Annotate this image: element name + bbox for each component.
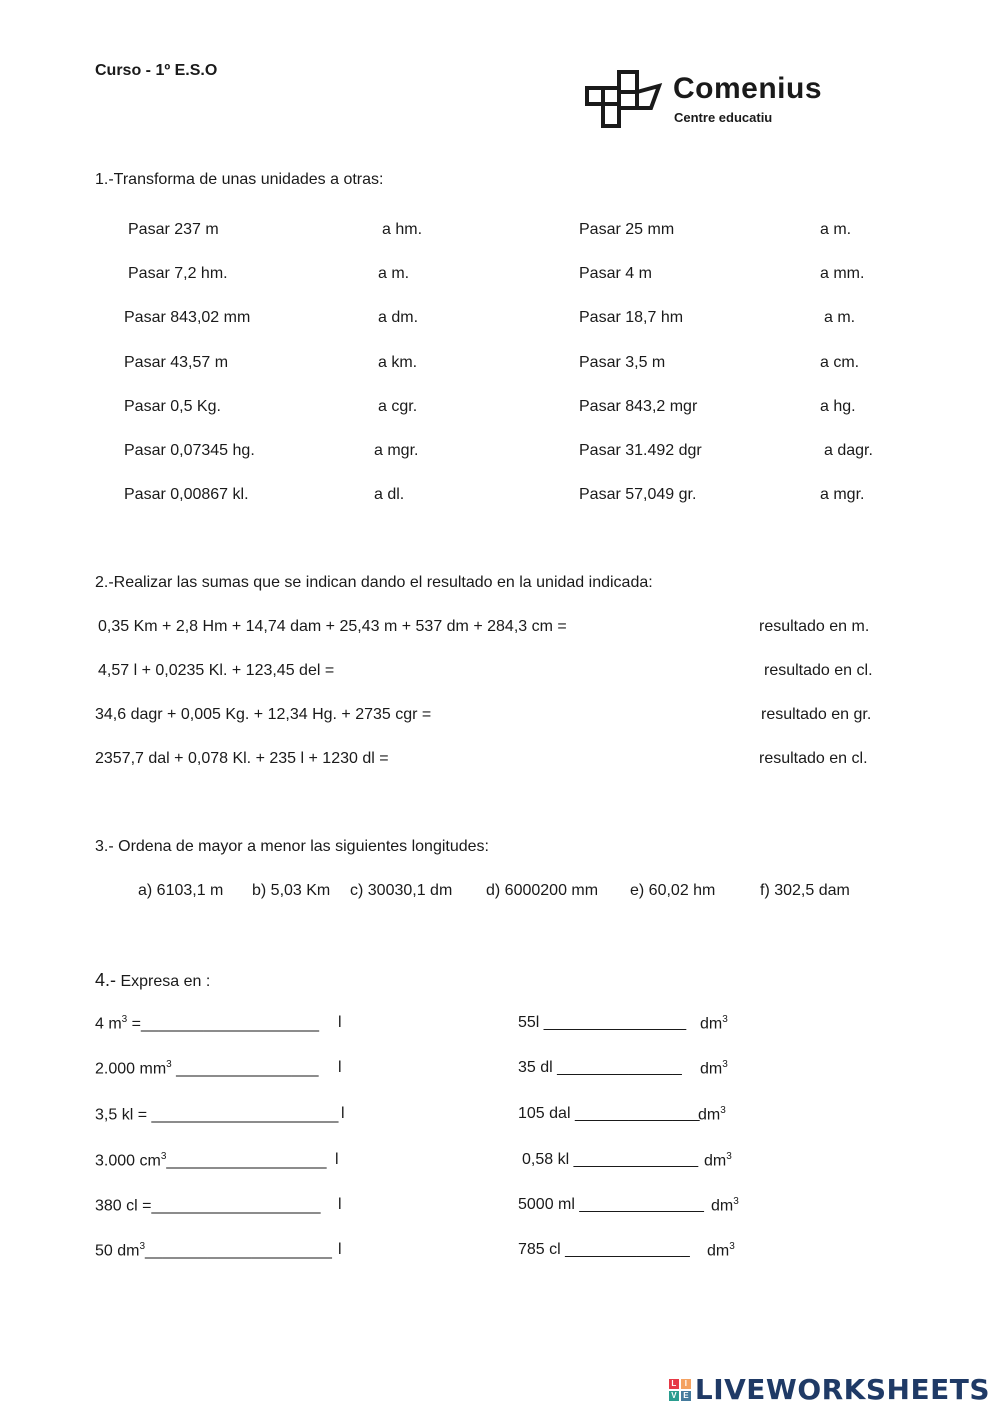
q2-expression: 2357,7 dal + 0,078 Kl. + 235 l + 1230 dl = (95, 750, 389, 767)
brand-text: LIVEWORKSHEETS (694, 1373, 990, 1406)
q3-item-f: f) 302,5 dam (760, 882, 850, 899)
q2-result-unit: resultado en m. (759, 618, 870, 635)
q1-left-to: a cgr. (378, 398, 418, 415)
q2-expression: 4,57 l + 0,0235 Kl. + 123,45 del = (98, 662, 335, 679)
q1-left-to: a m. (378, 265, 410, 282)
question-3-title: 3.- Ordena de mayor a menor las siguientes longitudes: (95, 838, 489, 855)
q1-right-from: Pasar 25 mm (579, 221, 675, 238)
q3-item-c: c) 30030,1 dm (350, 882, 453, 899)
q4-value: 380 cl = (95, 1197, 152, 1215)
liveworksheets-brand (669, 1373, 990, 1406)
q4-right-unit (711, 1196, 739, 1215)
question-2-title: 2.-Realizar las sumas que se indican dando el resultado en la unidad indicada: (95, 574, 653, 591)
q4-right-row (518, 1196, 704, 1214)
logo-subtitle: Centre educatiu (674, 110, 773, 125)
q3-item-e: e) 60,02 hm (630, 882, 716, 899)
q1-right-from: Pasar 18,7 hm (579, 309, 684, 326)
q1-left-from: Pasar 843,02 mm (124, 309, 251, 326)
q1-right-to: a cm. (820, 354, 860, 371)
q4-title-text: Expresa en : (116, 973, 211, 990)
q1-left-from: Pasar 43,57 m (124, 354, 229, 371)
q4-unit-dm: dm (698, 1106, 721, 1124)
q4-exponent: 3 (722, 1059, 728, 1070)
q2-expression: 0,35 Km + 2,8 Hm + 14,74 dam + 25,43 m + 537 dm + 284,3 cm = (98, 618, 567, 635)
q4-left-row (95, 1059, 319, 1078)
question-4-title (95, 970, 210, 991)
q4-right-row (518, 1241, 690, 1259)
q4-left-row (95, 1196, 321, 1215)
q4-unit-dm: dm (700, 1060, 723, 1078)
q4-exponent: 3 (720, 1105, 726, 1116)
q4-exponent: 3 (139, 1241, 146, 1252)
course-title: Curso - 1º E.S.O (95, 62, 218, 79)
q4-value: 3,5 kl = (95, 1106, 152, 1124)
q1-left-from: Pasar 0,5 Kg. (124, 398, 221, 415)
q1-left-to: a dm. (378, 309, 419, 326)
q4-right-text[interactable]: 0,58 kl ______________ (522, 1151, 699, 1168)
q4-right-text[interactable]: 105 dal ______________ (518, 1105, 700, 1122)
comenius-logo-icon (585, 66, 665, 130)
q4-exponent: 3 (121, 1014, 128, 1025)
q4-unit-dm: dm (704, 1152, 727, 1170)
q1-left-to: a mgr. (374, 442, 419, 459)
q1-left-to: a km. (378, 354, 418, 371)
q4-left-row (95, 1105, 338, 1124)
q1-left-from: Pasar 0,07345 hg. (124, 442, 255, 459)
q3-item-a: a) 6103,1 m (138, 882, 224, 899)
q4-unit: l (335, 1151, 339, 1168)
q1-left-to: a dl. (374, 486, 405, 503)
q4-right-row (518, 1014, 686, 1032)
q1-left-from: Pasar 237 m (128, 221, 219, 238)
q1-right-from: Pasar 3,5 m (579, 354, 666, 371)
q4-value: 3.000 cm (95, 1152, 161, 1170)
q4-exponent: 3 (722, 1014, 728, 1025)
q4-unit: l (338, 1241, 342, 1258)
q2-result-unit: resultado en cl. (759, 750, 868, 767)
question-1-title: 1.-Transforma de unas unidades a otras: (95, 171, 384, 188)
q3-item-b: b) 5,03 Km (252, 882, 331, 899)
q4-exponent: 3 (733, 1196, 739, 1207)
logo-name: Comenius (673, 72, 823, 105)
q1-left-from: Pasar 7,2 hm. (128, 265, 228, 282)
q1-right-from: Pasar 4 m (579, 265, 652, 282)
liveworksheets-logo-icon: L I V E (669, 1379, 691, 1401)
q4-exponent: 3 (729, 1241, 735, 1252)
q4-unit: l (341, 1105, 345, 1122)
q4-blank[interactable]: ________________ (171, 1060, 319, 1078)
q4-blank[interactable]: __________________ (166, 1152, 327, 1170)
q4-unit-dm: dm (711, 1197, 734, 1215)
q4-unit: l (338, 1014, 342, 1031)
q4-left-row (95, 1151, 327, 1170)
q4-right-row (518, 1059, 682, 1077)
q4-exponent: 3 (166, 1059, 172, 1070)
q1-right-to: a m. (820, 221, 852, 238)
q1-right-to: a dagr. (824, 442, 873, 459)
q4-exponent: 3 (726, 1151, 732, 1162)
q2-result-unit: resultado en gr. (761, 706, 872, 723)
q4-right-row (518, 1105, 700, 1123)
q1-right-to: a mm. (820, 265, 865, 282)
q4-right-row (522, 1151, 698, 1169)
q4-unit-dm: dm (707, 1242, 730, 1260)
q1-right-from: Pasar 57,049 gr. (579, 486, 697, 503)
school-logo (585, 66, 845, 130)
q4-left-row (95, 1241, 332, 1260)
q4-right-unit (700, 1014, 728, 1033)
q3-item-d: d) 6000200 mm (486, 882, 599, 899)
q4-blank[interactable]: ___________________ (151, 1197, 321, 1215)
q4-value: 4 m (95, 1015, 122, 1033)
q4-left-row (95, 1014, 319, 1033)
q4-right-text[interactable]: 5000 ml ______________ (518, 1196, 704, 1213)
q4-right-unit (700, 1059, 728, 1078)
q2-result-unit: resultado en cl. (764, 662, 873, 679)
q4-unit-dm: dm (700, 1015, 723, 1033)
q4-blank[interactable]: _____________________ (145, 1242, 332, 1260)
q1-right-to: a mgr. (820, 486, 865, 503)
q4-value: 2.000 mm (95, 1060, 167, 1078)
q4-exponent: 3 (160, 1151, 167, 1162)
q1-right-to: a hg. (820, 398, 856, 415)
q4-number: 4.- (95, 970, 117, 990)
q1-left-from: Pasar 0,00867 kl. (124, 486, 249, 503)
q4-right-unit (707, 1241, 735, 1260)
q4-right-unit (704, 1151, 732, 1170)
q4-right-text[interactable]: 55l ________________ (518, 1014, 687, 1031)
q4-right-unit (698, 1105, 726, 1124)
q4-right-text[interactable]: 35 dl ______________ (518, 1059, 682, 1076)
q1-left-to: a hm. (382, 221, 423, 238)
q1-right-from: Pasar 843,2 mgr (579, 398, 698, 415)
q1-right-from: Pasar 31.492 dgr (579, 442, 702, 459)
q4-right-text[interactable]: 785 cl ______________ (518, 1241, 690, 1258)
q2-expression: 34,6 dagr + 0,005 Kg. + 12,34 Hg. + 2735 cgr = (95, 706, 432, 723)
q1-right-to: a m. (824, 309, 856, 326)
q4-blank[interactable]: =____________________ (127, 1015, 319, 1033)
q4-unit: l (338, 1196, 342, 1213)
q4-blank[interactable]: _____________________ (151, 1106, 339, 1124)
q4-unit: l (338, 1059, 342, 1076)
q4-value: 50 dm (95, 1242, 140, 1260)
